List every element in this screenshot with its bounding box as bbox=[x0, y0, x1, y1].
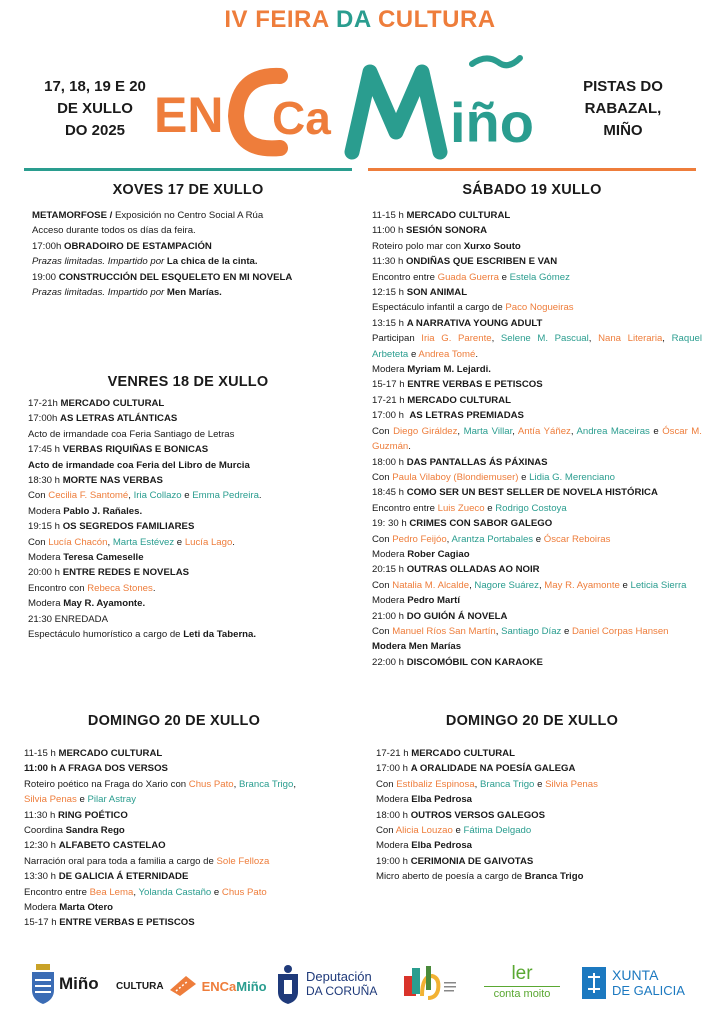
event-dates: 17, 18, 19 E 20 DE XULLO DO 2025 bbox=[44, 78, 146, 139]
thursday-schedule bbox=[32, 208, 352, 300]
coat-of-arms-icon bbox=[30, 964, 56, 1004]
event-venue: PISTAS DO RABAZAL, MIÑO bbox=[583, 78, 663, 139]
divider-left bbox=[24, 168, 352, 171]
friday-schedule: 17-21h MERCADO CULTURAL 17:00h AS LETRAS ATLÁNTICAS Acto de irmandade coa Feria Santiago de Letras 17:45 h VERBAS RIQUIÑAS E BONICAS Acto de irmandade coa Feria del Libro de Murcia 18:30 h MORTE NAS VERBAS Con Cecilia F. Santomé, Iria Collazo e Emma Pedreira. Modera Pablo J. Rañales. 19:15 h OS SEGREDOS FAMILIARES Con Lucía Chacón, Marta Estévez e Lucía Lago. Modera Teresa Cameselle 20:00 h ENTRE REDES E NOVELAS Encontro con Rebeca Stones. Modera May R. Ayamonte. 21:30 ENREDADA Espectáculo humorístico a cargo de Leti da Taberna. bbox=[28, 398, 262, 641]
crest-icon bbox=[276, 964, 300, 1004]
day-title-sunday-right: DOMINGO 20 DE XULLO bbox=[445, 713, 619, 729]
schedule-line: 19:00 CONSTRUCCIÓN DEL ESQUELETO EN MI NOVELA bbox=[32, 271, 293, 283]
mino-council-logo bbox=[30, 962, 99, 1006]
saturday-schedule: 11-15 h MERCADO CULTURAL 11:00 h SESIÓN SONORA Roteiro polo mar con Xurxo Souto 11:30 h ONDIÑAS QUE ESCRIBEN E VAN Encontro entre Guada Guerra e Estela Gómez 12:15 h SON ANIMAL Espectáculo infantil a cargo de Paco Nogueiras 13:15 h A NARRATIVA YOUNG ADULT Participan Iria G. Parente, Selene M. Pascual, Nana Literaria, Raquel Arbeteta e Andrea Tomé. Modera Myriam M. Lejardi. 15-17 h ENTRE VERBAS E PETISCOS 17-21 h MERCADO CULTURAL 17:00 h AS LETRAS PREMIADAS Con Diego Giráldez, Marta Villar, Antía Yáñez, Andrea Maceiras e Óscar M. Guzmán. 18:00 h DAS PANTALLAS ÁS PÁXINAS Con Paula Vilaboy (Blondiemuser) e Lidia G. Merenciano 18:45 h COMO SER UN BEST SELLER DE NOVELA HISTÓRICA Encontro entre Luis Zueco e Rodrigo Costoya 19: 30 h CRIMES CON SABOR GALEGO Con Pedro Feijóo, Arantza Portabales e Óscar Reboiras Modera Rober Cagiao 20:15 h OUTRAS OLLADAS AO NOIR Con Natalia M. Alcalde, Nagore Suárez, May R. Ayamonte e Leticia Sierra Modera Pedro Martí 21:00 h DO GUIÓN Á NOVELA Con Manuel Ríos San Martín, Santiago Díaz e Daniel Corpas Hansen Modera Men Marías 22:00 h DISCOMÓBIL CON KARAOKE bbox=[372, 210, 702, 668]
schedule-line: Acceso durante todos os días da feira. bbox=[32, 225, 196, 237]
schedule-line: METAMORFOSE / Exposición no Centro Social A Rúa bbox=[32, 210, 264, 221]
xunta-emblem-icon bbox=[582, 967, 606, 999]
ticket-icon bbox=[168, 974, 198, 998]
encamino-mino: Miño bbox=[236, 978, 267, 994]
sunday-left-schedule: 11-15 h MERCADO CULTURAL 11:00 h A FRAGA DOS VERSOS Roteiro poético na Fraga do Xario con Chus Pato, Branca Trigo, Silvia Penas e Pilar Astray 11:30 h RING POÉTICO Coordina Sandra Rego 12:30 h ALFABETO CASTELAO Narración oral para toda a familia a cargo de Sole Felloza 13:30 h DE GALICIA Á ETERNIDADE Encontro entre Bea Lema, Yolanda Castaño e Chus Pato Modera Marta Otero 15-17 h ENTRE VERBAS E PETISCOS bbox=[24, 748, 297, 929]
day-title-saturday: SÁBADO 19 XULLO bbox=[462, 182, 602, 198]
libraries-icon bbox=[400, 962, 460, 1004]
mino-wordmark: Miño bbox=[59, 974, 99, 993]
libraries-network-logo bbox=[400, 962, 460, 1004]
deputacion-line1: Deputación bbox=[306, 969, 372, 984]
schedule-line: Prazas limitadas. Impartido por Men Marías. bbox=[32, 287, 222, 299]
schedule-line: 17:00h OBRADOIRO DE ESTAMPACIÓN bbox=[32, 240, 212, 252]
schedule-line: Prazas limitadas. Impartido por La chica de la cinta. bbox=[32, 256, 258, 268]
divider-right bbox=[368, 168, 696, 171]
ler-word: ler bbox=[511, 963, 533, 984]
cultura-label: CULTURA bbox=[116, 980, 164, 992]
encamino-en: EN bbox=[201, 978, 220, 994]
svg-text:Ca: Ca bbox=[272, 92, 331, 144]
deputacion-line2: DA CORUÑA bbox=[306, 984, 378, 998]
xunta-logo bbox=[582, 966, 685, 1000]
sunday-right-schedule: 17-21 h MERCADO CULTURAL 17:00 h A ORALIDADE NA POESÍA GALEGA Con Estíbaliz Espinosa, Branca Trigo e Silvia Penas Modera Elba Pedrosa 18:00 h OUTROS VERSOS GALEGOS Con Alicia Louzao e Fátima Delgado Modera Elba Pedrosa 19:00 h CERIMONIA DE GAIVOTAS Micro aberto de poesía a cargo de Branca Trigo bbox=[376, 748, 598, 883]
cultura-encamino-logo bbox=[116, 972, 267, 1000]
encamino-logo bbox=[152, 44, 562, 164]
svg-text:iño: iño bbox=[450, 91, 534, 154]
day-title-sunday-left: DOMINGO 20 DE XULLO bbox=[87, 713, 261, 729]
xunta-line2: DE GALICIA bbox=[612, 983, 685, 998]
event-title: IV FEIRA DA CULTURA bbox=[224, 6, 496, 33]
conta-moito-word: conta moito bbox=[484, 986, 560, 1001]
encamino-ca: Ca bbox=[219, 978, 237, 994]
svg-text:EN: EN bbox=[154, 87, 224, 143]
deputacion-logo bbox=[276, 962, 377, 1006]
xunta-line1: XUNTA bbox=[612, 967, 659, 983]
day-title-friday: VENRES 18 DE XULLO bbox=[107, 374, 269, 390]
ler-conta-moito-logo bbox=[484, 964, 560, 1001]
day-title-thursday: XOVES 17 DE XULLO bbox=[112, 182, 264, 198]
